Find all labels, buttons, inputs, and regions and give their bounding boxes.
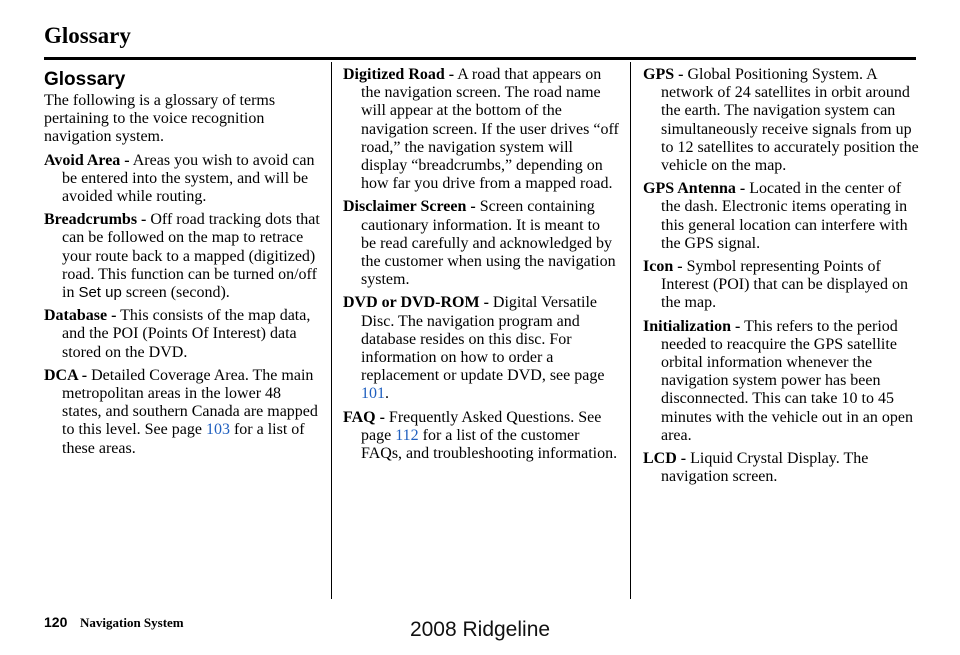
glossary-entry-lcd — [643, 450, 919, 486]
glossary-term: Icon - — [643, 258, 683, 276]
glossary-term: LCD - — [643, 450, 687, 468]
glossary-definition: Off road tracking dots that can be followed on the map to retrace your route back to a mapped (digitized) road. This function can be turned on/off in — [62, 211, 320, 302]
glossary-term: FAQ - — [343, 408, 385, 426]
glossary-term: GPS Antenna - — [643, 180, 746, 198]
glossary-term: Breadcrumbs - — [44, 211, 147, 229]
page-link-103[interactable]: 103 — [205, 421, 230, 439]
glossary-term: Digitized Road - — [343, 66, 455, 83]
title-rule — [44, 57, 916, 60]
footer-section-name: Navigation System — [80, 615, 184, 630]
footer-page-number: 120 — [44, 614, 68, 630]
column-divider — [331, 62, 332, 599]
glossary-entry-digitized-road — [343, 66, 619, 193]
column-divider — [630, 62, 631, 599]
glossary-entry-avoid-area — [44, 152, 322, 207]
column-2 — [343, 66, 619, 468]
glossary-entry-initialization — [643, 318, 919, 445]
glossary-definition: Areas you wish to avoid can be entered into the system, and will be avoided while routing. — [62, 151, 315, 206]
glossary-entry-dvd — [343, 294, 619, 403]
intro-paragraph: The following is a glossary of terms pertaining to the voice recognition navigation system. — [44, 92, 276, 146]
glossary-definition: A road that appears on the navigation screen. The road name will appear at the bottom of the navigation screen. If the user drives “off road,” the navigation system will display “breadcrumbs,” depending on how far you drive from a mapped road. — [361, 66, 619, 193]
glossary-definition: Screen containing cautionary information. It is meant to be read carefully and acknowledged by the customer when using the navigation system. — [361, 198, 616, 289]
glossary-term: Initialization - — [643, 317, 741, 335]
glossary-definition-cont: screen (second). — [125, 284, 230, 302]
watermark: 2008 Ridgeline — [409, 618, 551, 641]
glossary-definition: Frequently Asked Questions. See page — [361, 408, 602, 444]
glossary-definition-cont: . — [385, 385, 389, 403]
glossary-definition: Liquid Crystal Display. The navigation screen. — [661, 450, 869, 486]
glossary-term: DCA - — [44, 366, 88, 384]
column-3 — [643, 66, 919, 491]
glossary-entry-disclaimer-screen — [343, 198, 619, 289]
glossary-entry-database — [44, 307, 322, 362]
glossary-term: DVD or DVD-ROM - — [343, 294, 489, 312]
glossary-definition: This consists of the map data, and the POI (Points Of Interest) data stored on the DVD. — [62, 307, 311, 361]
glossary-definition: Detailed Coverage Area. The main metropolitan areas in the lower 48 states, and southern Canada are mapped to this level. See page — [62, 366, 318, 439]
glossary-definition-cont: for a list of the customer FAQs, and troubleshooting information. — [361, 426, 618, 463]
glossary-definition: Global Positioning System. A network of 24 satellites in orbit around the earth. The navigation system can simultaneously receive signals from up to 12 satellites to accurately position the vehicle on the map. — [661, 66, 919, 175]
column-1 — [44, 66, 322, 463]
glossary-entry-gps-antenna — [643, 180, 919, 253]
page-title: Glossary — [44, 23, 131, 48]
glossary-entry-breadcrumbs — [44, 211, 322, 302]
page-link-101[interactable]: 101 — [361, 385, 385, 403]
glossary-definition: Located in the center of the dash. Electronic items operating in this general location can interfere with the GPS signal. — [661, 180, 908, 252]
ui-term-set-up: Set up — [78, 284, 122, 302]
glossary-term: Database - — [44, 307, 117, 325]
glossary-definition: This refers to the period needed to reacquire the GPS satellite orbital information whenever the navigation system power has been disconnected. This can take 10 to 45 minutes with the vehicle out in an open area. — [661, 317, 913, 444]
glossary-entry-faq — [343, 409, 619, 464]
glossary-definition: Digital Versatile Disc. The navigation program and database resides on this disc. For information on how to order a replacement or update DVD, see page — [361, 294, 605, 385]
page-link-112[interactable]: 112 — [395, 426, 419, 444]
glossary-definition-cont: for a list of these areas. — [62, 421, 305, 457]
section-heading: Glossary — [44, 69, 126, 90]
glossary-term: Avoid Area - — [44, 151, 130, 169]
glossary-entry-dca — [44, 367, 322, 458]
glossary-definition: Symbol representing Points of Interest (POI) that can be displayed on the map. — [661, 258, 909, 312]
glossary-term: Disclaimer Screen - — [343, 198, 476, 216]
glossary-entry-icon — [643, 258, 919, 313]
glossary-term: GPS - — [643, 66, 684, 83]
glossary-entry-gps — [643, 66, 919, 175]
